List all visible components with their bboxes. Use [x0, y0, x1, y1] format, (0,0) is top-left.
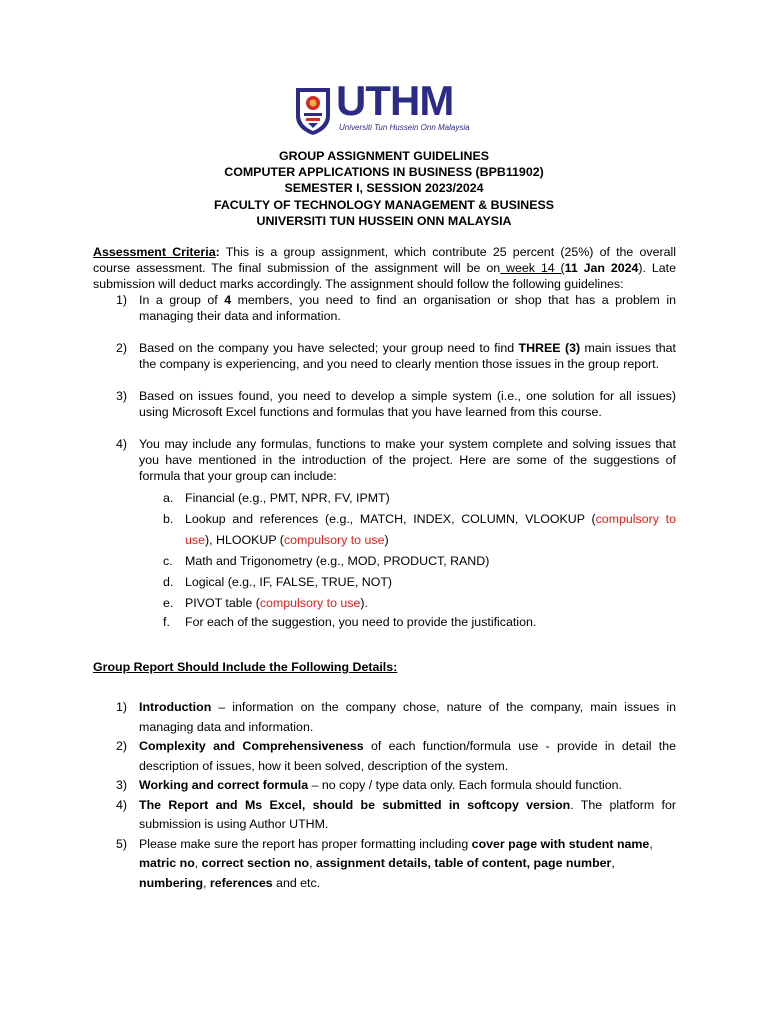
report-details-list: [93, 698, 676, 893]
logo-tagline: Universiti Tun Hussein Onn Malaysia: [339, 123, 470, 132]
compulsory-note: compulsory to use: [259, 596, 361, 610]
header-faculty: FACULTY OF TECHNOLOGY MANAGEMENT & BUSINESS: [213, 197, 555, 212]
list-item: 2) Based on the company you have selected; your group need to find THREE (3) main issues that the company is experiencing, and you need to clearly mention those issues in the group report.: [116, 341, 676, 371]
list-item: 1) In a group of 4 members, you need to find an organisation or shop that has a problem in managing their data and information.: [116, 293, 676, 323]
list-item: d. Logical (e.g., IF, FALSE, TRUE, NOT): [163, 575, 393, 589]
list-item: 3) Based on issues found, you need to develop a simple system (i.e., one solution for all issues) using Microsoft Excel functions and formulas that you have learned from this course.: [116, 389, 676, 419]
list-item: b. Lookup and references (e.g., MATCH, INDEX, COLUMN, VLOOKUP (compulsory to use), HLOOKUP (compulsory to use): [163, 512, 676, 547]
header-university: UNIVERSITI TUN HUSSEIN ONN MALAYSIA: [256, 213, 512, 228]
uthm-logo: [294, 77, 476, 138]
list-item: 4) You may include any formulas, functions to make your system complete and solving issues that you have mentioned in the introduction of the project. Here are some of the suggestions of formula that your group can include: a. Financial (e.g., PMT, NPR, FV, IPMT) b. Lookup and references (e.g., MATCH, INDEX, COLUMN, VLOOKUP (compulsory to use), HLOOKUP (compulsory to use) c. Math and Trigonometry (e.g., MOD, PRODUCT, RAND) d. Logical (e.g., IF, FALSE, TRUE, NOT) e. PIVOT table (compulsory to use). f. For each of the suggestion, you need to provide the justification.: [116, 437, 676, 629]
assessment-criteria-paragraph: Assessment Criteria: This is a group assignment, which contribute 25 percent (25%) of the overall course assessment. The final submission of the assignment will be on week 14 (11 Jan 2024). Late submission will deduct marks accordingly. The assignment should follow the following guidelines:: [93, 245, 676, 291]
list-item: 2) Complexity and Comprehensiveness of each function/formula use - provide in detail the description of issues, how it been solved, description of the system.: [116, 739, 676, 773]
document-body: [93, 244, 676, 893]
uthm-crest-icon: [294, 86, 332, 136]
formula-suggestions-list: [139, 488, 676, 630]
list-item: 3) Working and correct formula – no copy / type data only. Each formula should function.: [116, 778, 622, 792]
deadline-date: 11 Jan 2024: [564, 261, 639, 275]
list-item: 4) The Report and Ms Excel, should be submitted in softcopy version. The platform for submission is using Author UTHM.: [116, 797, 676, 831]
logo-wordmark: UTHM: [336, 77, 454, 124]
header-semester: SEMESTER I, SESSION 2023/2024: [284, 181, 484, 196]
header-title: GROUP ASSIGNMENT GUIDELINES: [279, 149, 489, 163]
deadline-week: week 14 (: [500, 261, 565, 275]
list-item: 5) Please make sure the report has proper formatting including cover page with student name, matric no, correct section no, assignment details, table of content, page number, numbering, references and etc.: [116, 836, 653, 890]
header-course: COMPUTER APPLICATIONS IN BUSINESS (BPB11902): [224, 165, 544, 180]
report-details-heading: Group Report Should Include the Following Details:: [93, 660, 398, 674]
assessment-criteria-label: Assessment Criteria: [93, 245, 216, 259]
compulsory-note: compulsory to use: [283, 533, 385, 547]
list-item: e. PIVOT table (compulsory to use).: [163, 596, 368, 610]
list-item: f. For each of the suggestion, you need to provide the justification.: [163, 615, 537, 629]
list-item: a. Financial (e.g., PMT, NPR, FV, IPMT): [163, 491, 390, 505]
document-header: [0, 148, 768, 229]
list-item: 1) Introduction – information on the company chose, nature of the company, main issues in managing data and information.: [116, 700, 676, 734]
list-item: c. Math and Trigonometry (e.g., MOD, PRODUCT, RAND): [163, 554, 490, 568]
compulsory-note: compulsory to use: [185, 512, 676, 547]
guidelines-list: [93, 292, 676, 630]
